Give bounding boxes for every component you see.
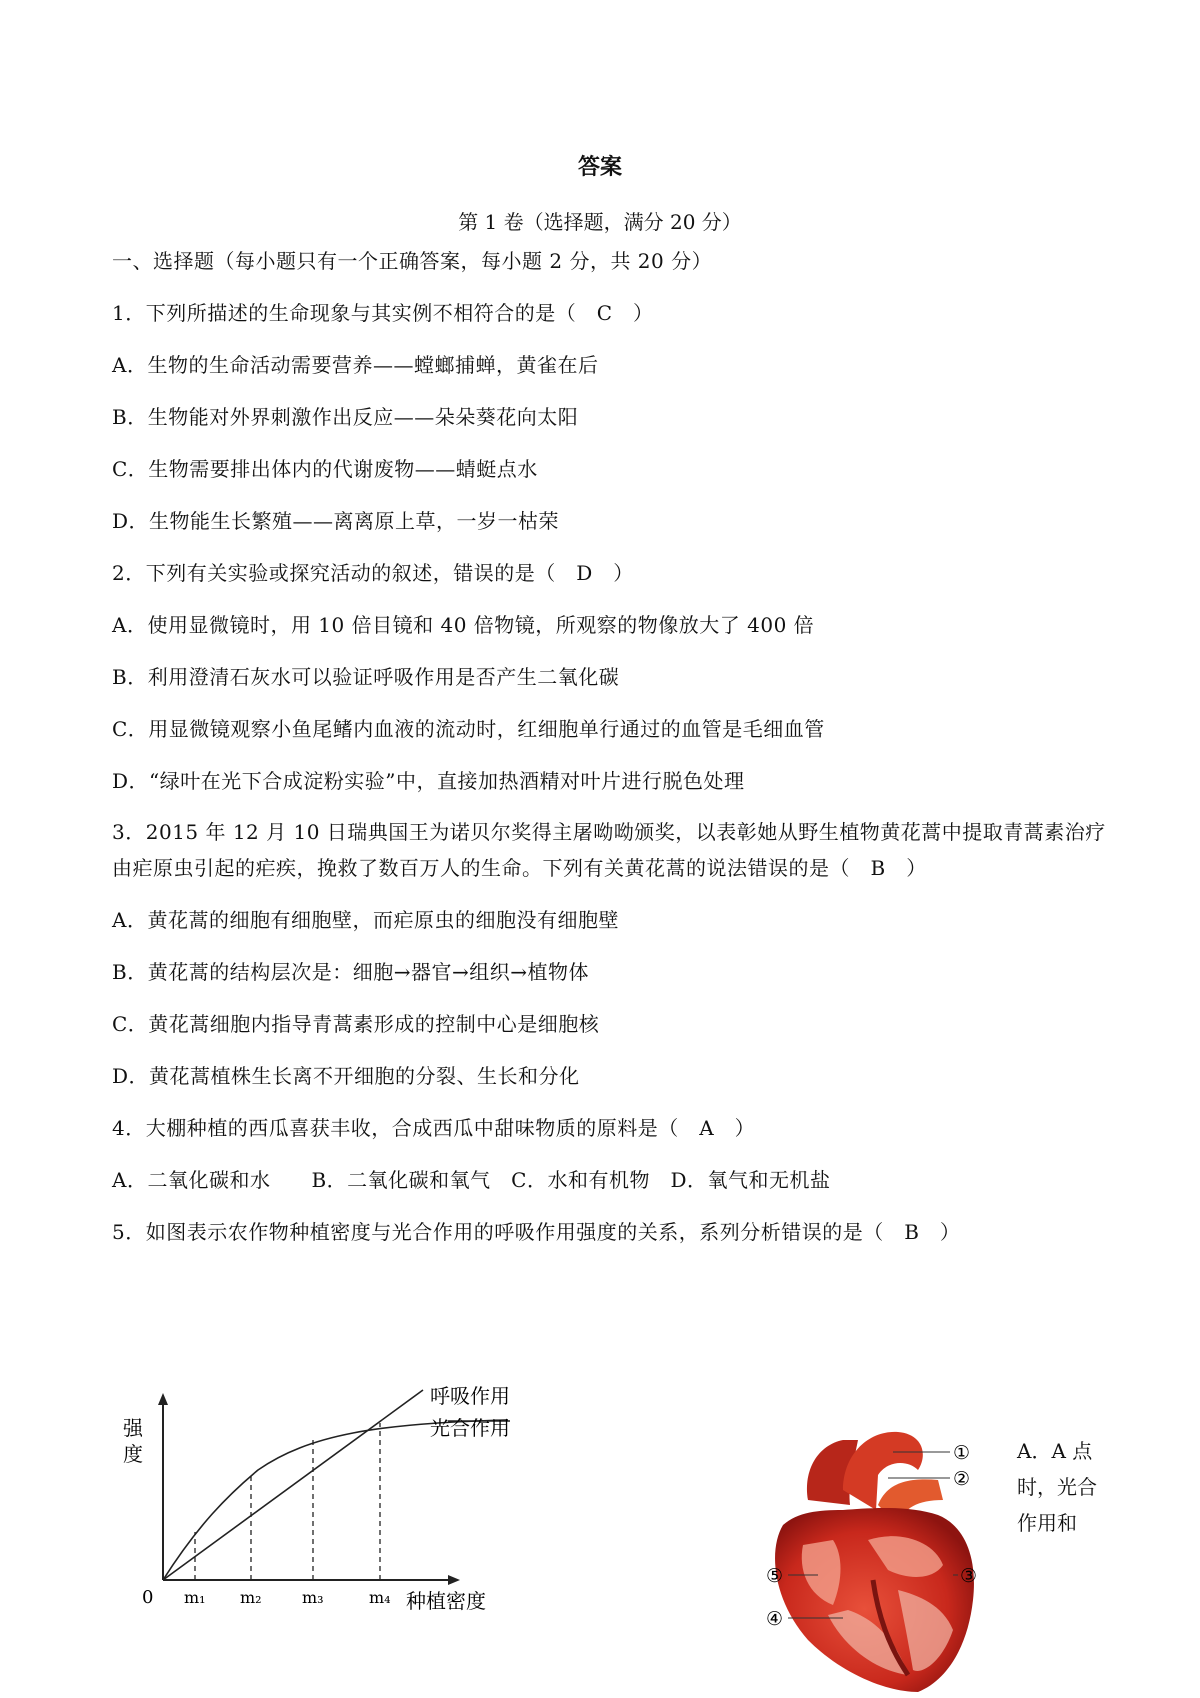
- origin-label: 0: [142, 1587, 154, 1608]
- page-title: 答案: [577, 155, 622, 180]
- respiration-label: 呼吸作用: [430, 1385, 510, 1408]
- heart-label-1: ①: [953, 1442, 971, 1464]
- heart-label-5: ⑤: [766, 1565, 784, 1587]
- option-line: A．使用显微镜时，用 10 倍目镜和 40 倍物镜，所观察的物像放大了 400 倍: [112, 613, 815, 637]
- tick-m2: m₂: [240, 1588, 262, 1607]
- y-axis-label-1: 强: [123, 1416, 143, 1440]
- x-axis-arrow: [448, 1575, 460, 1585]
- y-axis-label-2: 度: [123, 1442, 143, 1466]
- density-intensity-chart: [118, 1385, 578, 1615]
- question-1: 1．下列所描述的生命现象与其实例不相符合的是（ C ）: [112, 301, 654, 325]
- option-line: B．生物能对外界刺激作出反应——朵朵葵花向太阳: [112, 405, 579, 429]
- question-3-cont: 由疟原虫引起的疟疾，挽救了数百万人的生命。下列有关黄花蒿的说法错误的是（ B ）: [112, 856, 927, 880]
- tick-m1: m₁: [184, 1588, 206, 1607]
- option-line: A．生物的生命活动需要营养——螳螂捕蝉，黄雀在后: [112, 353, 599, 377]
- side-text-line: 作用和: [1017, 1511, 1077, 1535]
- heart-diagram: [748, 1430, 998, 1698]
- y-axis-arrow: [158, 1393, 168, 1405]
- photosynthesis-curve: [163, 1420, 508, 1580]
- heart-label-2: ②: [953, 1468, 971, 1490]
- option-line: C．黄花蒿细胞内指导青蒿素形成的控制中心是细胞核: [112, 1012, 600, 1036]
- side-text-line: 时，光合: [1017, 1475, 1097, 1499]
- side-text: [1017, 1433, 1107, 1541]
- heart-label-4: ④: [766, 1608, 784, 1630]
- part-heading: 第 1 卷（选择题，满分 20 分）: [458, 210, 742, 234]
- option-line: A．二氧化碳和水 B．二氧化碳和氧气 C．水和有机物 D．氧气和无机盐: [112, 1168, 831, 1192]
- option-line: C．生物需要排出体内的代谢废物——蜻蜓点水: [112, 457, 538, 481]
- x-axis-label: 种植密度: [406, 1589, 486, 1613]
- heart-label-3: ③: [960, 1565, 978, 1587]
- question-5: 5．如图表示农作物种植密度与光合作用的呼吸作用强度的关系，系列分析错误的是（ B ）: [112, 1220, 961, 1244]
- photosynthesis-label: 光合作用: [430, 1416, 510, 1440]
- option-line: D．“绿叶在光下合成淀粉实验”中，直接加热酒精对叶片进行脱色处理: [112, 769, 745, 793]
- tick-m3: m₃: [302, 1588, 324, 1607]
- option-line: D．黄花蒿植株生长离不开细胞的分裂、生长和分化: [112, 1064, 580, 1088]
- question-2: 2．下列有关实验或探究活动的叙述，错误的是（ D ）: [112, 561, 634, 585]
- option-line: C．用显微镜观察小鱼尾鳍内血液的流动时，红细胞单行通过的血管是毛细血管: [112, 717, 825, 741]
- question-4: 4．大棚种植的西瓜喜获丰收，合成西瓜中甜味物质的原料是（ A ）: [112, 1116, 756, 1140]
- tick-m4: m₄: [369, 1588, 391, 1607]
- option-line: B．利用澄清石灰水可以验证呼吸作用是否产生二氧化碳: [112, 665, 620, 689]
- question-3: 3．2015 年 12 月 10 日瑞典国王为诺贝尔奖得主屠呦呦颁奖，以表彰她从野生植物黄花蒿中提取青蒿素治疗: [112, 820, 1106, 844]
- option-line: B．黄花蒿的结构层次是：细胞→器官→组织→植物体: [112, 960, 589, 984]
- option-line: D．生物能生长繁殖——离离原上草，一岁一枯荣: [112, 509, 560, 533]
- respiration-line: [163, 1390, 423, 1580]
- option-line: A．黄花蒿的细胞有细胞壁，而疟原虫的细胞没有细胞壁: [112, 908, 619, 932]
- section-heading: 一、选择题（每小题只有一个正确答案，每小题 2 分，共 20 分）: [112, 249, 713, 273]
- side-text-line: A．A 点: [1017, 1439, 1093, 1463]
